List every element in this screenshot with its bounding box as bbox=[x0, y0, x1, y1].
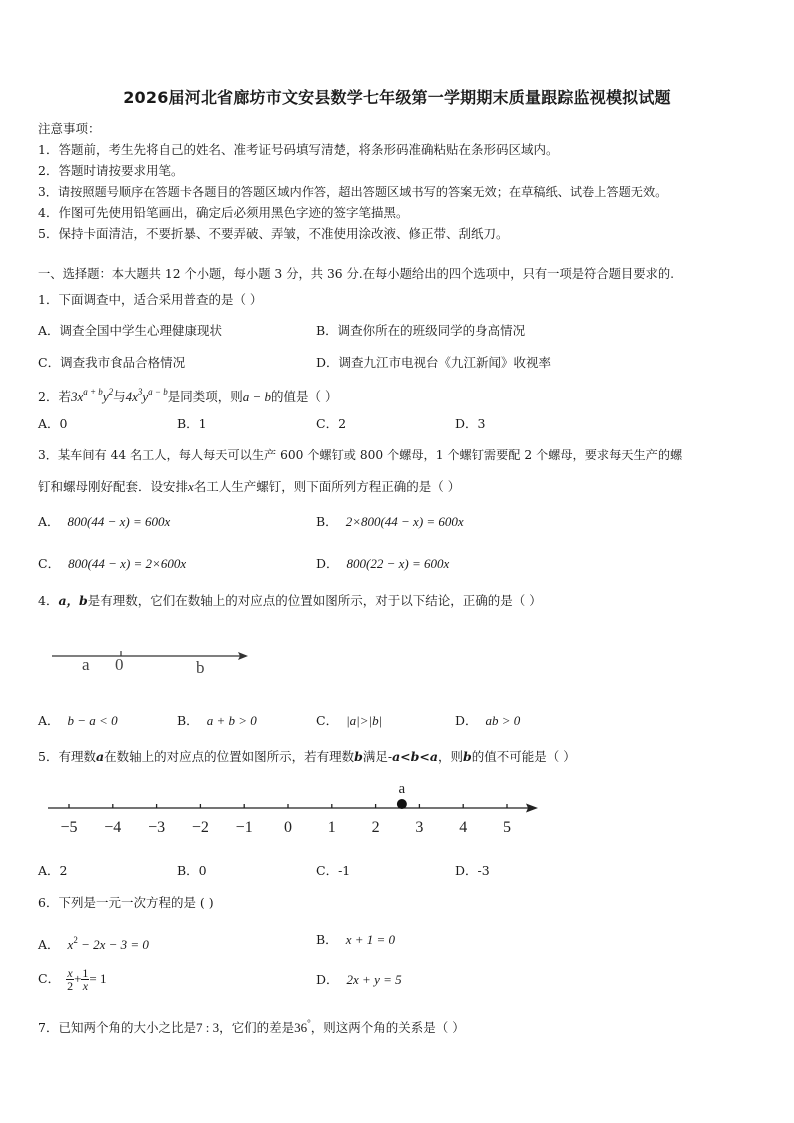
q3-option-c-label: C． bbox=[38, 556, 61, 571]
q2-option-b: B．1 bbox=[177, 416, 207, 431]
q5-stem-e: 的值不可能是（ ） bbox=[471, 749, 576, 764]
q6-option-c bbox=[38, 964, 107, 994]
q2-term1-yexp: 2 bbox=[108, 387, 114, 397]
q4-option-d-label: D． bbox=[455, 713, 478, 728]
q5-option-c: C．-1 bbox=[316, 863, 351, 878]
q3-option-a-label: A． bbox=[38, 514, 60, 529]
q4-option-c-expression: |a|>|b| bbox=[346, 713, 383, 728]
q2-term1-coef: 3x bbox=[70, 389, 84, 404]
q5-tick-label: 1 bbox=[327, 819, 336, 836]
question-2-stem bbox=[38, 384, 338, 405]
q5-tick-label: −3 bbox=[148, 819, 166, 836]
q3-option-b bbox=[316, 514, 464, 530]
q3-option-c-equation: 800(44 − x) = 2×600x bbox=[68, 556, 187, 571]
q2-term2-exp: 3 bbox=[137, 387, 143, 397]
q4-option-b bbox=[177, 713, 257, 729]
q4-option-b-expression: a + b > 0 bbox=[206, 713, 257, 728]
q6-option-b-label: B． bbox=[316, 932, 338, 947]
q6-option-d-equation: 2x + y = 5 bbox=[346, 972, 402, 987]
q2-expr: a − b bbox=[242, 389, 272, 404]
q5-point-a-marker bbox=[397, 799, 407, 809]
q2-and: 与 bbox=[113, 389, 126, 404]
q5-option-d: D．-3 bbox=[455, 863, 490, 878]
section-heading: 一、选择题：本大题共 12 个小题，每小题 3 分，共 36 分.在每小题给出的四个选项中，只有一项是符合题目要求的. bbox=[38, 267, 675, 281]
q4-option-a bbox=[38, 713, 118, 729]
q7-stem-a: 7．已知两个角的大小之比是 bbox=[38, 1020, 196, 1035]
q5-tick-label: −5 bbox=[60, 819, 78, 836]
q5-tick-label: 0 bbox=[284, 819, 292, 836]
q5-inequality: a<b<a bbox=[392, 749, 438, 764]
q7-difference: 36 bbox=[294, 1020, 308, 1035]
q6-option-a-exponent: 2 bbox=[73, 935, 78, 945]
notice-item: 1．答题前，考生先将自己的姓名、准考证号码填写清楚，将条形码准确粘贴在条形码区域内。 bbox=[38, 142, 559, 157]
q4-option-b-label: B． bbox=[177, 713, 199, 728]
q3-option-d-label: D． bbox=[316, 556, 339, 571]
q6-fraction-2-denominator: x bbox=[82, 979, 89, 993]
q4-option-a-expression: b − a < 0 bbox=[67, 713, 118, 728]
q5-point-a-label: a bbox=[398, 781, 406, 797]
q6-option-a-rest: − 2x − 3 = 0 bbox=[77, 937, 149, 952]
q2-number: 2．若 bbox=[38, 389, 71, 404]
q2-option-a: A．0 bbox=[38, 416, 68, 431]
notice-item: 2．答题时请按要求用笔。 bbox=[38, 163, 184, 178]
notice-heading: 注意事项： bbox=[38, 121, 101, 136]
q4-label-a: a bbox=[82, 655, 90, 674]
notice-item: 4．作图可先使用铅笔画出，确定后必须用黑色字迹的签字笔描黑。 bbox=[38, 205, 409, 220]
question-5-stem bbox=[38, 749, 576, 765]
q5-ticks bbox=[60, 804, 511, 836]
question-3-line-2 bbox=[38, 479, 460, 495]
q7-stem-c: ，则这两个角的关系是（ ） bbox=[310, 1020, 465, 1035]
q5-option-a: A．2 bbox=[38, 863, 68, 878]
question-1-stem: 1．下面调查中，适合采用普查的是（ ） bbox=[38, 292, 263, 307]
q2-term1-exp: a + b bbox=[83, 387, 103, 397]
q5-tick-label: 5 bbox=[503, 819, 511, 836]
q4-label-zero: 0 bbox=[115, 655, 124, 674]
q5-tick-label: 3 bbox=[415, 819, 424, 836]
q2-option-c: C．2 bbox=[316, 416, 347, 431]
q6-fraction-1-denominator: 2 bbox=[67, 979, 74, 993]
q6-option-d-label: D． bbox=[316, 972, 339, 987]
q4-option-a-label: A． bbox=[38, 713, 60, 728]
q7-degree-sign: ° bbox=[307, 1018, 311, 1028]
q6-option-a bbox=[38, 932, 149, 953]
q1-option-c: C．调查我市食品合格情况 bbox=[38, 355, 186, 370]
q4-option-c bbox=[316, 713, 382, 729]
q5-stem-a: 5．有理数 bbox=[38, 749, 96, 764]
q6-fraction-2-numerator: 1 bbox=[82, 966, 89, 980]
q4-option-d bbox=[455, 713, 520, 729]
q5-tick-label: −2 bbox=[191, 819, 209, 836]
q6-option-c-plus: + bbox=[74, 971, 82, 986]
q2-term2-y: y bbox=[142, 389, 149, 404]
q4-option-d-expression: ab > 0 bbox=[485, 713, 521, 728]
q4-option-c-label: C． bbox=[316, 713, 339, 728]
page-title: 2026届河北省廊坊市文安县数学七年级第一学期期末质量跟踪监视模拟试题 bbox=[123, 88, 671, 107]
q1-option-d: D．调查九江市电视台《九江新闻》收视率 bbox=[316, 355, 552, 370]
q6-option-a-label: A． bbox=[38, 937, 60, 952]
q4-variables: a，b bbox=[58, 593, 88, 608]
q6-option-c-fraction-1 bbox=[66, 967, 74, 992]
q3-line2-a: 钉和螺母刚好配套．设安排 bbox=[38, 479, 189, 494]
q7-stem-b: ，它们的差是 bbox=[219, 1020, 295, 1035]
q3-variable-x: x bbox=[188, 479, 194, 494]
q5-number-line bbox=[48, 780, 548, 842]
q3-option-d-equation: 800(22 − x) = 600x bbox=[346, 556, 450, 571]
q5-tick-label: −4 bbox=[104, 819, 122, 836]
q5-var-b-2: b bbox=[462, 749, 472, 764]
q4-label-b: b bbox=[196, 658, 205, 677]
q6-fraction-1-numerator: x bbox=[67, 966, 73, 980]
q4-number: 4． bbox=[38, 593, 59, 608]
notice-item: 3．请按照题号顺序在答题卡各题目的答题区域内作答，超出答题区域书写的答案无效；在草稿纸、试卷上答题无效。 bbox=[38, 185, 668, 199]
q6-option-d bbox=[316, 972, 402, 988]
q5-var-b: b bbox=[354, 749, 363, 764]
q3-option-b-label: B． bbox=[316, 514, 338, 529]
q6-option-a-base: x bbox=[67, 937, 74, 952]
q4-number-line bbox=[50, 640, 255, 680]
q5-tick-label: 4 bbox=[459, 819, 468, 836]
q2-term2-yexp: a − b bbox=[148, 387, 168, 397]
q5-var-a: a bbox=[95, 749, 105, 764]
question-3-line-1: 3．某车间有 44 名工人，每人每天可以生产 600 个螺钉或 800 个螺母，1 个螺钉需要配 2 个螺母，要求每天生产的螺 bbox=[38, 448, 683, 462]
q2-term2-coef: 4x bbox=[125, 389, 138, 404]
q6-option-c-label: C． bbox=[38, 971, 61, 986]
q3-option-a bbox=[38, 514, 170, 530]
q5-tick-label: 2 bbox=[371, 819, 380, 836]
q2-term1-y: y bbox=[102, 389, 109, 404]
q2-option-d: D．3 bbox=[455, 416, 486, 431]
q5-stem-d: ，则 bbox=[437, 749, 463, 764]
q2-tail: 是同类项，则 bbox=[167, 389, 243, 404]
q6-option-b-equation: x + 1 = 0 bbox=[345, 932, 396, 947]
question-4-stem bbox=[38, 593, 542, 609]
q3-option-a-equation: 800(44 − x) = 600x bbox=[67, 514, 171, 529]
q3-option-b-equation: 2×800(44 − x) = 600x bbox=[345, 514, 464, 529]
q2-end: 的值是（ ） bbox=[271, 389, 338, 404]
q7-ratio: 7 : 3 bbox=[195, 1020, 220, 1035]
q4-stem-text: 是有理数，它们在数轴上的对应点的位置如图所示，对于以下结论，正确的是（ ） bbox=[87, 593, 542, 608]
q5-tick-label: −1 bbox=[235, 819, 253, 836]
q6-option-c-tail: = 1 bbox=[89, 971, 107, 986]
question-7-stem bbox=[38, 1015, 465, 1036]
q5-stem-c: 满足- bbox=[362, 749, 393, 764]
q6-option-b bbox=[316, 932, 395, 948]
q3-line2-b: 名工人生产螺钉，则下面所列方程正确的是（ ） bbox=[193, 479, 461, 494]
q5-stem-b: 在数轴上的对应点的位置如图所示，若有理数 bbox=[104, 749, 355, 764]
question-6-stem: 6．下列是一元一次方程的是 ( ) bbox=[38, 895, 214, 910]
q3-option-c bbox=[38, 556, 186, 572]
q1-option-b: B．调查你所在的班级同学的身高情况 bbox=[316, 323, 526, 338]
q3-option-d bbox=[316, 556, 449, 572]
notice-item: 5．保持卡面清洁，不要折暴、不要弄破、弄皱，不准使用涂改液、修正带、刮纸刀。 bbox=[38, 226, 509, 241]
q1-option-a: A．调查全国中学生心理健康现状 bbox=[38, 323, 223, 338]
q5-option-b: B．0 bbox=[177, 863, 207, 878]
